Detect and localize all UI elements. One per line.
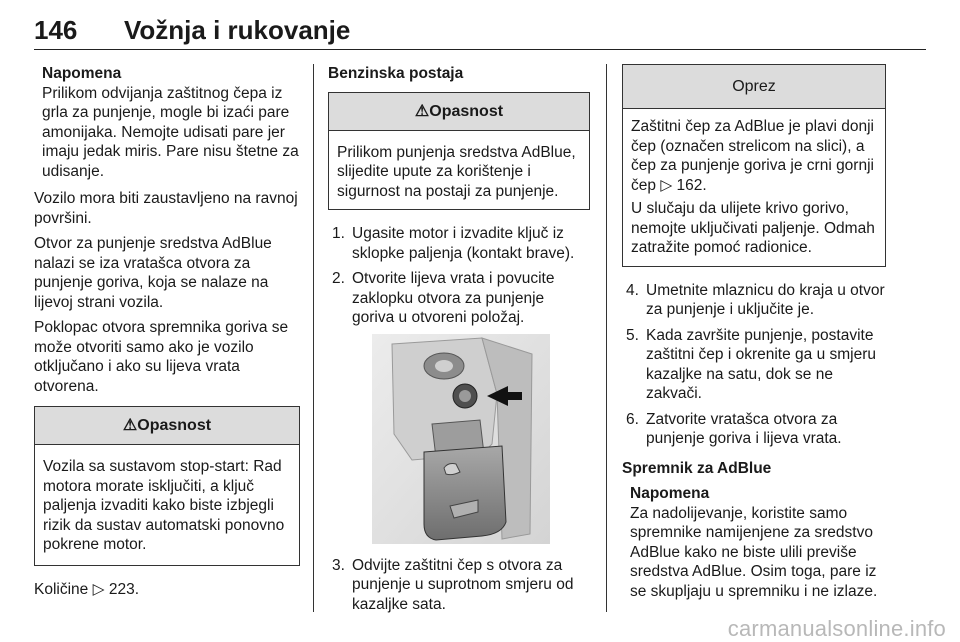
column-divider [313,64,314,612]
reference-arrow-icon: ▷ [660,176,673,194]
column-right [622,64,886,609]
note-block [622,484,886,603]
page-title: Vožnja i rukovanje [124,15,351,45]
paragraph: Poklopac otvora spremnika goriva se može otvoriti samo ako je vozilo otključano i ako su lijeva vrata otvorena. [34,319,289,395]
list-item: 4. Umetnite mlaznicu do kraja u otvor za punjenje i uključite je. [626,281,885,318]
note-title: Napomena [42,65,122,82]
caution-box-body [623,109,885,266]
caution-text: Zaštitni čep za AdBlue je plavi donji čep (označen strelicom na slici), a čep za punjenje goriva je crni gornji čep ▷ 162. [631,118,874,194]
column-left [34,64,300,605]
danger-box-body [35,445,299,565]
list-item: 3. Odvijte zaštitni čep s otvora za punjenje u suprotnom smjeru od kazaljke sata. [332,556,574,613]
quantities-reference [34,580,300,600]
step-list [328,556,590,615]
step-list [328,224,590,328]
danger-box-header [329,93,589,131]
note-text: Za nadolijevanje, koristite samo spremnike namijenjene za sredstvo AdBlue kako ne biste ulili previše sredstva AdBlue. Osim toga, pare iz se skupljaju u spremniku i ne izlaze. [630,504,878,600]
caution-box [622,64,886,267]
section-title: Spremnik za AdBlue [622,459,772,477]
warning-triangle-icon: ⚠ [122,417,138,434]
list-item: 1. Ugasite motor i izvadite ključ iz sklopke paljenja (kontakt brave). [332,225,575,262]
quantities-label: Količine [34,580,89,598]
note-title: Napomena [630,485,710,502]
note-block [34,64,300,183]
danger-label: Opasnost [137,417,212,434]
danger-label: Opasnost [429,102,504,120]
reference-arrow-icon: ▷ [92,580,105,598]
quantities-page-link[interactable]: 223. [108,580,139,598]
danger-box [34,406,300,566]
list-item: 6. Zatvorite vratašca otvora za punjenje goriva i lijeva vrata. [626,410,842,447]
column-middle [328,64,590,620]
warning-triangle-icon: ⚠ [414,102,430,120]
fuel-filler-illustration [332,334,590,544]
column-divider [606,64,607,612]
paragraph: Otvor za punjenje sredstva AdBlue nalazi se iza vratašca otvora za punjenje goriva, koja se nalaze na lijevoj strani vozila. [34,235,272,311]
caution-box-header: Oprez [623,65,885,109]
list-item: 5. Kada završite punjenje, postavite zaštitni čep i okrenite ga u smjeru kazaljke na satu, dok se ne zakvači. [626,326,877,402]
caution-text: U slučaju da ulijete krivo gorivo, nemojte uključivati paljenje. Odmah zatražite pomoć radionice. [631,200,875,256]
danger-box-header [35,407,299,445]
danger-text: Vozila sa sustavom stop-start: Rad motora morate isključiti, a ključ paljenja izvaditi kako biste izbjegli rizik da sustav automatski ponovno pokrene motor. [43,458,285,553]
page-header [34,14,926,50]
fuel-filler-image [332,334,590,544]
note-text: Prilikom odvijanja zaštitnog čepa iz grla za punjenje, mogle bi izaći pare amonijaka. Nemojte udisati pare jer imaju jedak miris. Pare nisu štetne za udisanje. [42,84,299,180]
danger-text: Prilikom punjenja sredstva AdBlue, slijedite upute za korištenje i sigurnost na postaji za punjenje. [337,143,576,200]
watermark: carmanualsonline.info [727,615,946,641]
paragraph: Vozilo mora biti zaustavljeno na ravnoj površini. [34,190,298,227]
page-number: 146 [34,15,78,45]
list-item: 2. Otvorite lijeva vrata i povucite zaklopku otvora za punjenje goriva u otvoreni položaj. [332,270,555,326]
danger-box-body [329,131,589,210]
caution-page-link[interactable]: 162. [676,176,707,194]
danger-box [328,92,590,211]
section-title: Benzinska postaja [328,65,464,82]
step-list [622,281,886,449]
